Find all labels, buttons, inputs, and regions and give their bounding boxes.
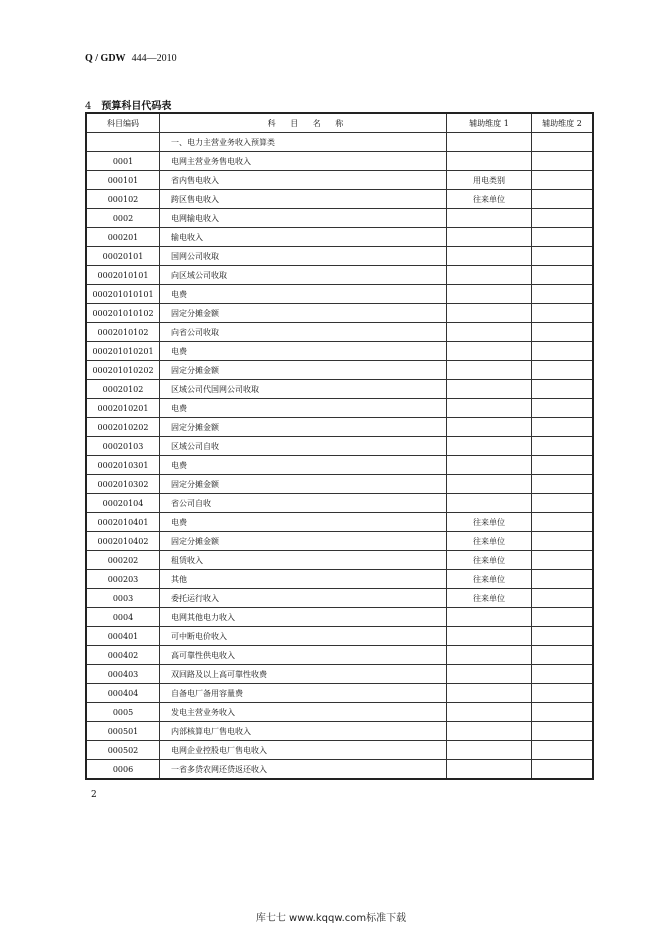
cell-aux2: [532, 304, 594, 323]
cell-aux1: [447, 380, 532, 399]
table-row: [86, 380, 593, 399]
cell-name: 跨区售电收入: [160, 190, 447, 209]
cell-code: 0002: [86, 209, 160, 228]
cell-code: 0002010201: [86, 399, 160, 418]
table-row: [86, 342, 593, 361]
cell-name: 电费: [160, 399, 447, 418]
table-row: [86, 399, 593, 418]
cell-aux2: [532, 646, 594, 665]
table-row: [86, 494, 593, 513]
cell-aux2: [532, 665, 594, 684]
cell-name: 电网主营业务售电收入: [160, 152, 447, 171]
cell-code: [86, 133, 160, 152]
table-header-row: [86, 113, 593, 133]
table-row: [86, 684, 593, 703]
cell-name: 委托运行收入: [160, 589, 447, 608]
cell-aux1: 往来单位: [447, 589, 532, 608]
cell-name: 向省公司收取: [160, 323, 447, 342]
cell-aux2: [532, 456, 594, 475]
cell-code: 0006: [86, 760, 160, 780]
cell-code: 000201: [86, 228, 160, 247]
cell-aux2: [532, 380, 594, 399]
table-row: [86, 475, 593, 494]
cell-aux2: [532, 608, 594, 627]
cell-aux2: [532, 627, 594, 646]
cell-name: 发电主营业务收入: [160, 703, 447, 722]
table-row: [86, 741, 593, 760]
table-row: [86, 456, 593, 475]
cell-aux1: [447, 418, 532, 437]
cell-aux2: [532, 399, 594, 418]
cell-aux1: [447, 760, 532, 780]
cell-name: 内部核算电厂售电收入: [160, 722, 447, 741]
cell-aux2: [532, 494, 594, 513]
cell-name: 一省多贷农网还贷返还收入: [160, 760, 447, 780]
cell-code: 0003: [86, 589, 160, 608]
cell-aux2: [532, 247, 594, 266]
footer-watermark: 库七七 www.kqqw.com标准下载: [255, 913, 407, 924]
table-row: [86, 760, 593, 780]
cell-aux1: [447, 247, 532, 266]
cell-name: 电网其他电力收入: [160, 608, 447, 627]
column-header-aux1: 辅助维度 1: [447, 113, 532, 133]
document-header: [85, 53, 177, 64]
cell-aux1: [447, 627, 532, 646]
cell-code: 0002010102: [86, 323, 160, 342]
page-number: 2: [91, 790, 97, 800]
table-row: [86, 190, 593, 209]
cell-aux1: [447, 228, 532, 247]
cell-name: 输电收入: [160, 228, 447, 247]
cell-aux2: [532, 133, 594, 152]
table-row: [86, 513, 593, 532]
cell-aux1: [447, 399, 532, 418]
cell-code: 00020101: [86, 247, 160, 266]
cell-name: 双回路及以上高可靠性收费: [160, 665, 447, 684]
cell-aux2: [532, 475, 594, 494]
table-row: [86, 171, 593, 190]
cell-aux2: [532, 361, 594, 380]
cell-name: 高可靠性供电收入: [160, 646, 447, 665]
cell-code: 0005: [86, 703, 160, 722]
cell-aux1: [447, 152, 532, 171]
cell-code: 000502: [86, 741, 160, 760]
table-row: [86, 418, 593, 437]
table-body: [86, 133, 593, 780]
cell-aux2: [532, 532, 594, 551]
cell-aux1: [447, 285, 532, 304]
table-row: [86, 285, 593, 304]
table-row: [86, 266, 593, 285]
section-title-text: 预算科目代码表: [101, 101, 172, 112]
cell-code: 000501: [86, 722, 160, 741]
cell-name: 固定分摊金额: [160, 475, 447, 494]
cell-aux1: [447, 342, 532, 361]
cell-name: 固定分摊金额: [160, 532, 447, 551]
cell-name: 国网公司收取: [160, 247, 447, 266]
cell-name: 一、电力主营业务收入预算类: [160, 133, 447, 152]
cell-aux1: [447, 665, 532, 684]
cell-aux1: 用电类别: [447, 171, 532, 190]
cell-name: 电费: [160, 513, 447, 532]
table-row: [86, 665, 593, 684]
cell-aux1: [447, 437, 532, 456]
cell-code: 000101: [86, 171, 160, 190]
cell-code: 000102: [86, 190, 160, 209]
cell-aux2: [532, 551, 594, 570]
cell-name: 租赁收入: [160, 551, 447, 570]
cell-aux2: [532, 722, 594, 741]
table-row: [86, 133, 593, 152]
cell-aux1: [447, 456, 532, 475]
cell-aux2: [532, 437, 594, 456]
cell-code: 0002010402: [86, 532, 160, 551]
cell-aux1: [447, 133, 532, 152]
cell-aux2: [532, 741, 594, 760]
cell-aux2: [532, 171, 594, 190]
cell-code: 000401: [86, 627, 160, 646]
cell-code: 00020103: [86, 437, 160, 456]
cell-name: 电费: [160, 342, 447, 361]
cell-aux1: 往来单位: [447, 532, 532, 551]
cell-aux1: [447, 703, 532, 722]
cell-aux2: [532, 152, 594, 171]
table-row: [86, 589, 593, 608]
cell-code: 000402: [86, 646, 160, 665]
cell-aux2: [532, 209, 594, 228]
cell-name: 固定分摊金额: [160, 361, 447, 380]
cell-aux1: [447, 361, 532, 380]
table-row: [86, 323, 593, 342]
cell-aux1: [447, 209, 532, 228]
cell-code: 000202: [86, 551, 160, 570]
column-header-aux2: 辅助维度 2: [532, 113, 594, 133]
table-row: [86, 304, 593, 323]
table-row: [86, 627, 593, 646]
table-row: [86, 361, 593, 380]
cell-name: 电网输电收入: [160, 209, 447, 228]
cell-name: 其他: [160, 570, 447, 589]
cell-aux2: [532, 513, 594, 532]
column-header-code: 科目编码: [86, 113, 160, 133]
table-row: [86, 646, 593, 665]
cell-aux1: 往来单位: [447, 551, 532, 570]
cell-name: 省公司自收: [160, 494, 447, 513]
table-row: [86, 570, 593, 589]
table-row: [86, 608, 593, 627]
cell-aux1: 往来单位: [447, 513, 532, 532]
cell-code: 000201010201: [86, 342, 160, 361]
cell-code: 000201010101: [86, 285, 160, 304]
cell-code: 000201010102: [86, 304, 160, 323]
cell-aux2: [532, 285, 594, 304]
column-header-name: 科 目 名 称: [160, 113, 447, 133]
cell-aux2: [532, 684, 594, 703]
cell-aux2: [532, 589, 594, 608]
cell-aux1: [447, 304, 532, 323]
cell-aux1: [447, 323, 532, 342]
cell-name: 固定分摊金额: [160, 418, 447, 437]
cell-aux2: [532, 190, 594, 209]
cell-code: 00020104: [86, 494, 160, 513]
cell-code: 0001: [86, 152, 160, 171]
cell-aux2: [532, 570, 594, 589]
cell-name: 自备电厂备用容量费: [160, 684, 447, 703]
cell-aux2: [532, 266, 594, 285]
cell-code: 00020102: [86, 380, 160, 399]
cell-name: 省内售电收入: [160, 171, 447, 190]
cell-code: 0004: [86, 608, 160, 627]
table-row: [86, 209, 593, 228]
cell-aux1: 往来单位: [447, 570, 532, 589]
cell-code: 000403: [86, 665, 160, 684]
cell-name: 电网企业控股电厂售电收入: [160, 741, 447, 760]
cell-name: 电费: [160, 285, 447, 304]
cell-aux2: [532, 342, 594, 361]
cell-aux2: [532, 760, 594, 780]
cell-name: 向区域公司收取: [160, 266, 447, 285]
table-row: [86, 247, 593, 266]
table-row: [86, 152, 593, 171]
cell-code: 000404: [86, 684, 160, 703]
cell-name: 固定分摊金额: [160, 304, 447, 323]
cell-name: 可中断电价收入: [160, 627, 447, 646]
standard-code: Q / GDW: [85, 53, 126, 64]
cell-code: 0002010401: [86, 513, 160, 532]
table-row: [86, 722, 593, 741]
cell-name: 电费: [160, 456, 447, 475]
standard-number: 444—2010: [131, 53, 177, 64]
cell-code: 0002010302: [86, 475, 160, 494]
cell-name: 区域公司代国网公司收取: [160, 380, 447, 399]
cell-aux1: [447, 266, 532, 285]
cell-aux2: [532, 323, 594, 342]
cell-aux1: [447, 475, 532, 494]
cell-aux2: [532, 228, 594, 247]
cell-aux1: [447, 608, 532, 627]
cell-code: 000201010202: [86, 361, 160, 380]
cell-aux2: [532, 418, 594, 437]
table-row: [86, 551, 593, 570]
table-row: [86, 532, 593, 551]
cell-aux1: [447, 684, 532, 703]
cell-code: 0002010301: [86, 456, 160, 475]
cell-aux2: [532, 703, 594, 722]
table-row: [86, 228, 593, 247]
section-title: [85, 97, 171, 112]
cell-aux1: 往来单位: [447, 190, 532, 209]
table-row: [86, 437, 593, 456]
cell-aux1: [447, 494, 532, 513]
cell-aux1: [447, 722, 532, 741]
cell-code: 0002010202: [86, 418, 160, 437]
cell-code: 0002010101: [86, 266, 160, 285]
budget-code-table: [85, 112, 594, 780]
table-row: [86, 703, 593, 722]
cell-code: 000203: [86, 570, 160, 589]
cell-aux1: [447, 741, 532, 760]
section-number: 4: [85, 101, 92, 112]
cell-aux1: [447, 646, 532, 665]
cell-name: 区域公司自收: [160, 437, 447, 456]
